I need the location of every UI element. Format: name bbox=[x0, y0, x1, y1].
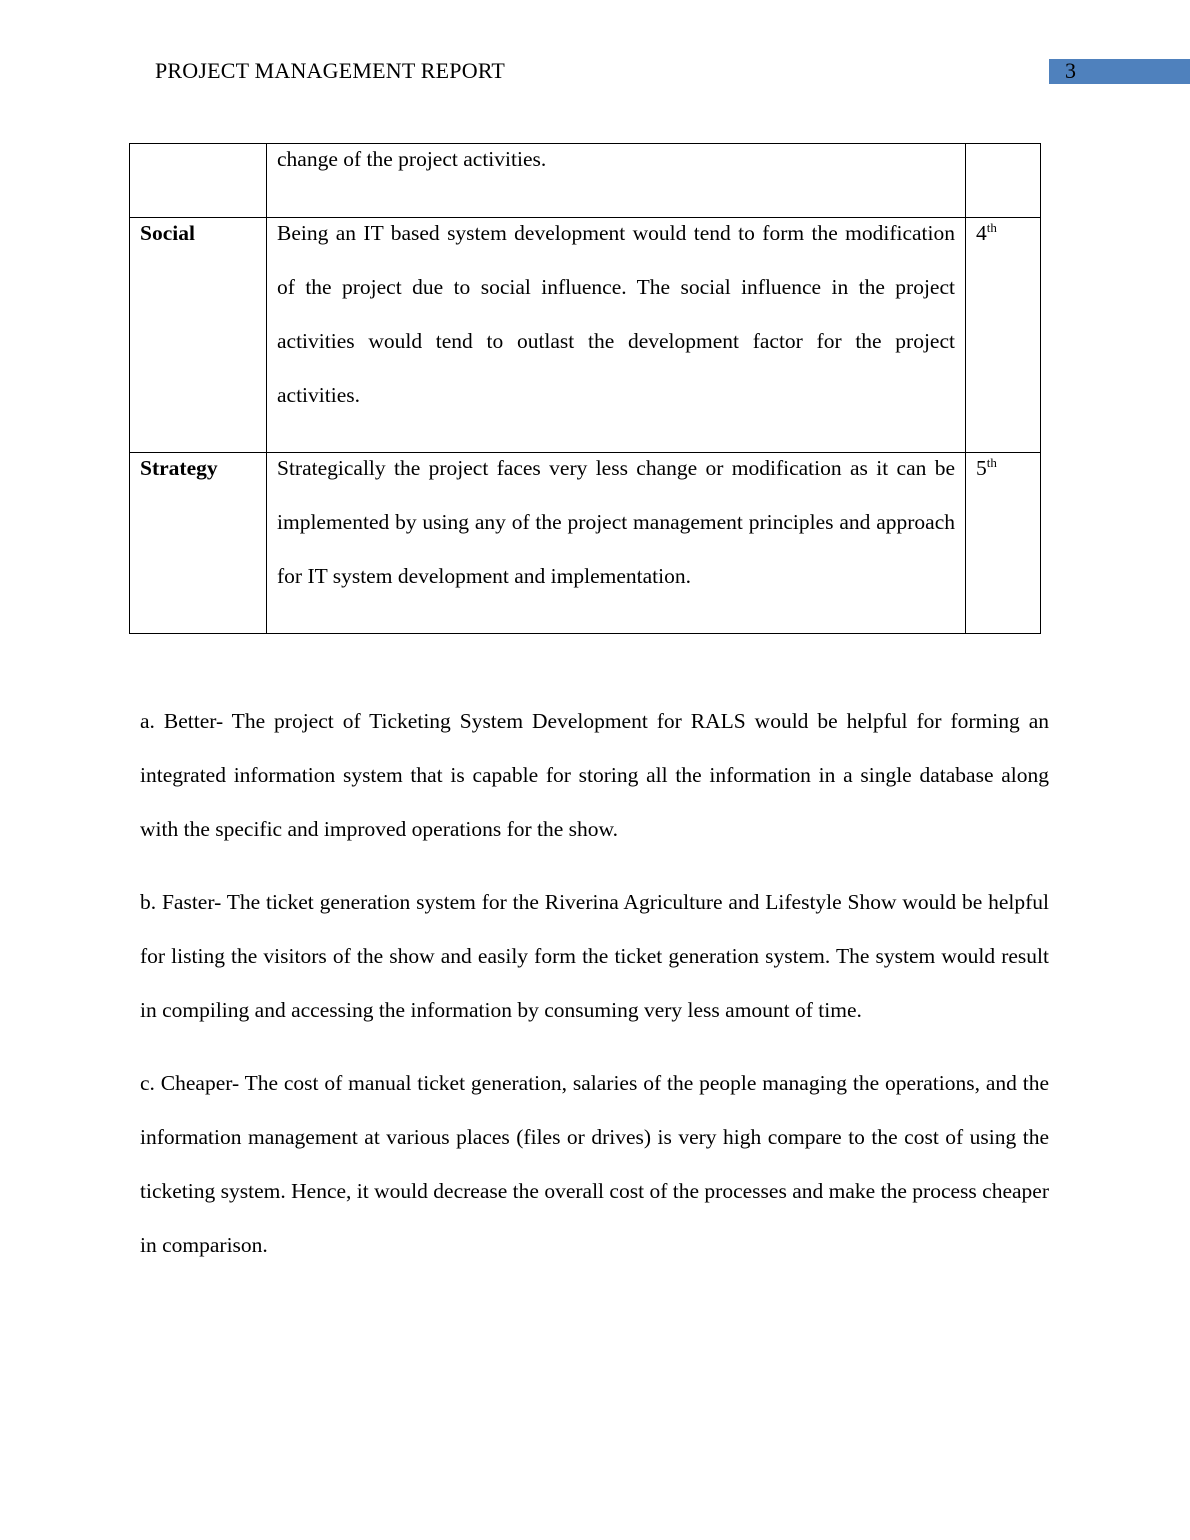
factor-cell bbox=[130, 453, 267, 634]
rank-cell bbox=[966, 218, 1041, 453]
table-row bbox=[130, 453, 1041, 634]
factor-label: Strategy bbox=[140, 456, 218, 480]
page-number: 3 bbox=[1065, 58, 1076, 83]
body-text bbox=[140, 694, 1049, 1291]
description-text: Being an IT based system development would tend to form the modification of the project due to social influence. The social influence in the project activities would tend to outlast the development factor for the project activities. bbox=[277, 221, 955, 407]
table-row bbox=[130, 218, 1041, 453]
description-cell bbox=[267, 218, 966, 453]
description-text: Strategically the project faces very less change or modification as it can be implemented by using any of the project management principles and approach for IT system development and implementation. bbox=[277, 456, 955, 588]
factor-label: Social bbox=[140, 221, 195, 245]
paragraph-cheaper: c. Cheaper- The cost of manual ticket generation, salaries of the people managing the operations, and the information management at various places (files or drives) is very high compare to the cost of using the ticketing system. Hence, it would decrease the overall cost of the processes and make the process cheaper in comparison. bbox=[140, 1071, 1049, 1257]
risk-factor-table bbox=[129, 143, 1041, 634]
paragraph-better: a. Better- The project of Ticketing System Development for RALS would be helpful for forming an integrated information system that is capable for storing all the information in a single database along with the specific and improved operations for the show. bbox=[140, 709, 1049, 841]
paragraph-faster: b. Faster- The ticket generation system for the Riverina Agriculture and Lifestyle Show would be helpful for listing the visitors of the show and easily form the ticket generation system. The system would result in compiling and accessing the information by consuming very less amount of time. bbox=[140, 890, 1049, 1022]
rank-cell bbox=[966, 453, 1041, 634]
page-number-bar bbox=[1049, 59, 1190, 84]
description-cell bbox=[267, 453, 966, 634]
rank-value: 4th bbox=[976, 220, 997, 245]
description-text: change of the project activities. bbox=[277, 147, 547, 171]
rank-value: 5th bbox=[976, 455, 997, 480]
factor-cell bbox=[130, 218, 267, 453]
running-header-title: PROJECT MANAGEMENT REPORT bbox=[155, 58, 506, 83]
